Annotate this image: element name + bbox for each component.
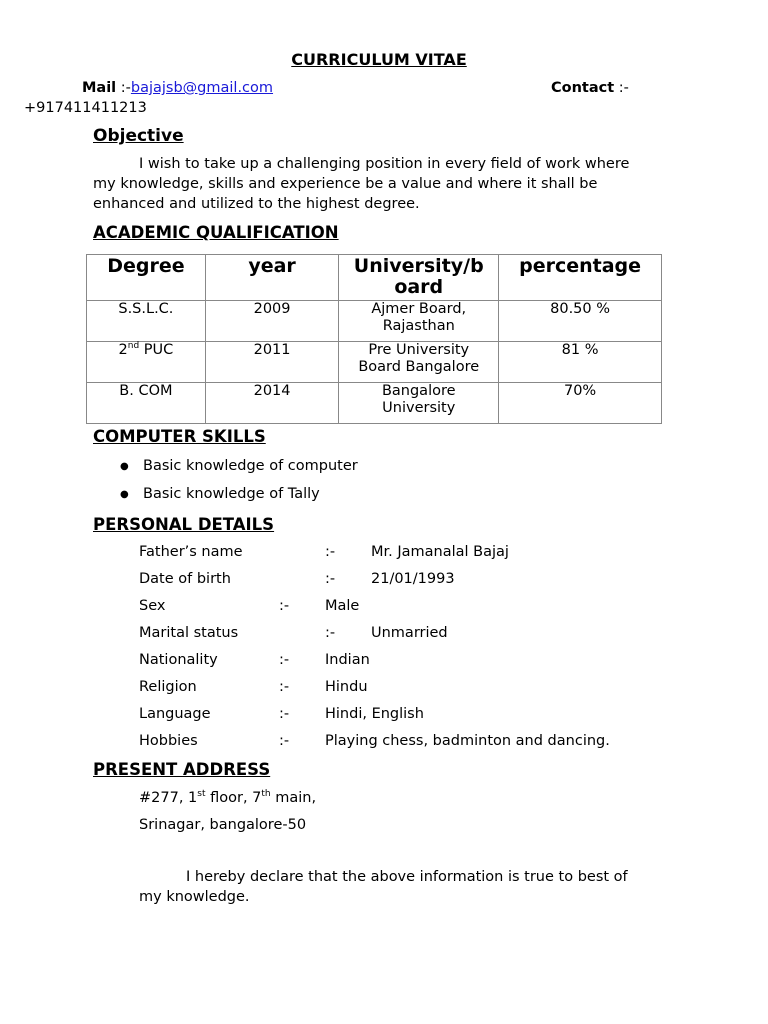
- academic-heading: ACADEMIC QUALIFICATION: [93, 223, 339, 242]
- address-superscript: st: [197, 789, 206, 800]
- address-part: #277, 1: [139, 790, 198, 806]
- degree-suffix: PUC: [139, 342, 174, 358]
- table-row: [87, 342, 662, 383]
- table-header-row: [87, 255, 662, 301]
- academic-table: [86, 254, 662, 424]
- field-separator: :-: [325, 625, 336, 641]
- field-value: Unmarried: [371, 625, 448, 641]
- field-value: Mr. Jamanalal Bajaj: [371, 544, 509, 560]
- field-label: Nationality: [139, 652, 218, 668]
- cell-university-line-1: Bangalore: [381, 383, 456, 399]
- cell-degree: S.S.L.C.: [87, 301, 206, 342]
- address-line-1: [139, 790, 316, 806]
- cell-percentage: 80.50 %: [499, 301, 662, 342]
- cell-university-line-1: Ajmer Board,: [371, 301, 467, 317]
- cell-year: 2014: [205, 383, 339, 424]
- field-label: Sex: [139, 598, 166, 614]
- field-separator: :-: [325, 544, 336, 560]
- field-separator: :-: [279, 706, 290, 722]
- table-row: [87, 301, 662, 342]
- mail-label: Mail: [82, 80, 117, 96]
- header-university-line-2: oard: [394, 276, 444, 298]
- table-row: [87, 383, 662, 424]
- header-university: [339, 255, 499, 301]
- declaration-line-1: I hereby declare that the above information is true to best of: [186, 869, 628, 885]
- address-part: floor, 7: [205, 790, 262, 806]
- cell-university: [339, 383, 499, 424]
- mail-separator: :-: [120, 80, 131, 96]
- document-title: CURRICULUM VITAE: [291, 50, 467, 69]
- field-label: Language: [139, 706, 211, 722]
- field-separator: :-: [279, 652, 290, 668]
- address-heading: PRESENT ADDRESS: [93, 760, 271, 779]
- objective-line-3: enhanced and utilized to the highest degree.: [93, 196, 420, 212]
- field-separator: :-: [279, 598, 290, 614]
- degree-number: 2: [118, 342, 128, 358]
- cell-degree: B. COM: [87, 383, 206, 424]
- field-value: Male: [325, 598, 360, 614]
- cell-university-line-2: Board Bangalore: [358, 359, 480, 375]
- field-value: Hindu: [325, 679, 368, 695]
- bullet-icon: ●: [120, 489, 129, 500]
- header-university-line-1: University/b: [353, 255, 484, 277]
- field-separator: :-: [279, 733, 290, 749]
- personal-heading: PERSONAL DETAILS: [93, 515, 275, 534]
- bullet-icon: ●: [120, 461, 129, 472]
- objective-line-2: my knowledge, skills and experience be a value and where it shall be: [93, 176, 598, 192]
- contact-label: Contact: [551, 80, 615, 96]
- email-link[interactable]: bajajsb@gmail.com: [130, 80, 274, 96]
- mail-line: [82, 80, 273, 96]
- degree-superscript: nd: [127, 341, 140, 352]
- declaration-line-2: my knowledge.: [139, 889, 250, 905]
- skills-heading: COMPUTER SKILLS: [93, 427, 266, 446]
- cell-year: 2011: [205, 342, 339, 383]
- objective-heading: Objective: [93, 126, 184, 146]
- field-separator: :-: [325, 571, 336, 587]
- field-label: Hobbies: [139, 733, 198, 749]
- skill-item: Basic knowledge of computer: [143, 458, 358, 474]
- cell-percentage: 70%: [499, 383, 662, 424]
- cell-university: [339, 342, 499, 383]
- field-value: Indian: [325, 652, 370, 668]
- cell-university: [339, 301, 499, 342]
- field-separator: :-: [279, 679, 290, 695]
- contact-line: [551, 80, 629, 96]
- field-label: Father’s name: [139, 544, 243, 560]
- field-label: Date of birth: [139, 571, 231, 587]
- address-superscript: th: [261, 789, 271, 800]
- skill-item: Basic knowledge of Tally: [143, 486, 320, 502]
- field-value: Playing chess, badminton and dancing.: [325, 733, 610, 749]
- cell-university-line-2: Rajasthan: [382, 318, 455, 334]
- header-percentage: percentage: [499, 255, 662, 301]
- field-label: Religion: [139, 679, 197, 695]
- cell-year: 2009: [205, 301, 339, 342]
- cell-university-line-2: University: [382, 400, 456, 416]
- cell-university-line-1: Pre University: [368, 342, 470, 358]
- field-value: 21/01/1993: [371, 571, 455, 587]
- header-degree: Degree: [87, 255, 206, 301]
- address-part: main,: [270, 790, 317, 806]
- field-value: Hindi, English: [325, 706, 424, 722]
- objective-line-1: I wish to take up a challenging position in every field of work where: [139, 156, 630, 172]
- cell-degree: [87, 342, 206, 383]
- contact-separator: :-: [618, 80, 629, 96]
- header-year: year: [205, 255, 339, 301]
- address-line-2: Srinagar, bangalore-50: [139, 817, 307, 833]
- field-label: Marital status: [139, 625, 239, 641]
- cell-percentage: 81 %: [499, 342, 662, 383]
- phone-number: +917411411213: [24, 100, 147, 116]
